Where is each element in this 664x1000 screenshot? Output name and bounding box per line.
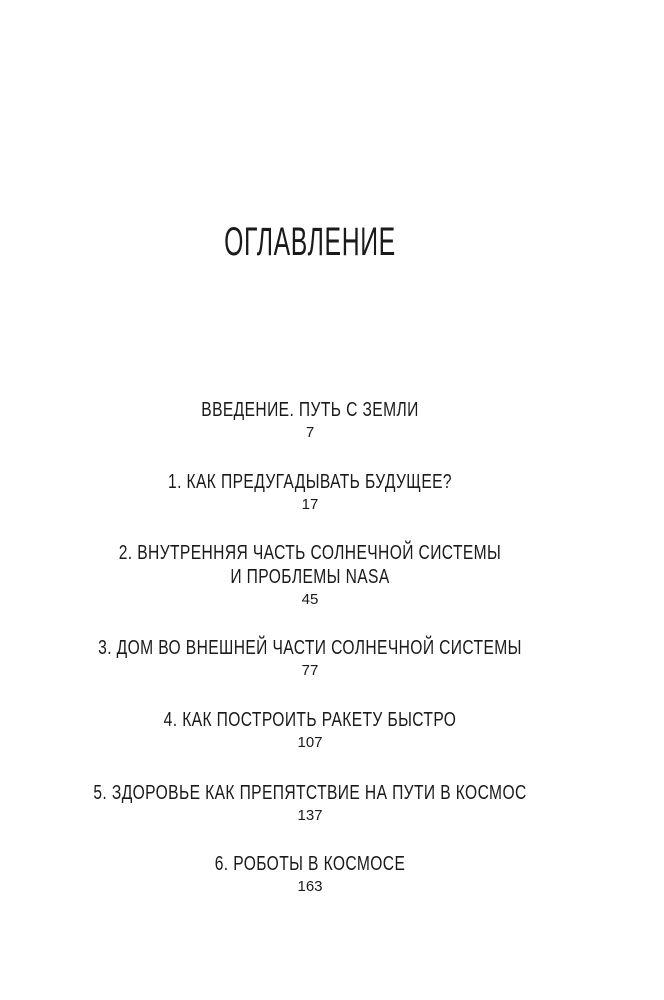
toc-entry-chapter-4[interactable] <box>0 708 620 752</box>
toc-entry-title: 5. ЗДОРОВЬЕ КАК ПРЕПЯТСТВИЕ НА ПУТИ В КОСМОС <box>93 782 527 804</box>
page-title: ОГЛАВЛЕНИЕ <box>224 220 396 264</box>
toc-entry-page-number: 163 <box>297 878 323 895</box>
toc-entry-chapter-6[interactable] <box>0 852 620 896</box>
toc-entry-title: 1. КАК ПРЕДУГАДЫВАТЬ БУДУЩЕЕ? <box>168 471 452 493</box>
toc-entry-chapter-2[interactable] <box>0 541 620 609</box>
toc-entry-chapter-3[interactable] <box>0 636 620 680</box>
toc-entry-page-number: 45 <box>301 591 319 608</box>
toc-entry-title: 3. ДОМ ВО ВНЕШНЕЙ ЧАСТИ СОЛНЕЧНОЙ СИСТЕМЫ <box>98 637 522 659</box>
toc-entry-title: 4. КАК ПОСТРОИТЬ РАКЕТУ БЫСТРО <box>163 709 457 731</box>
toc-entry-title: ВВЕДЕНИЕ. ПУТЬ С ЗЕМЛИ <box>201 399 419 421</box>
toc-entry-page-number: 107 <box>297 734 323 751</box>
toc-entry-intro[interactable] <box>0 398 620 442</box>
toc-entry-title: 6. РОБОТЫ В КОСМОСЕ <box>214 853 406 875</box>
toc-entry-page-number: 137 <box>297 807 323 824</box>
toc-entry-page-number: 17 <box>301 496 319 513</box>
toc-entry-title-continued: И ПРОБЛЕМЫ NASA <box>230 566 390 588</box>
toc-entry-chapter-5[interactable] <box>0 781 620 825</box>
toc-entry-page-number: 77 <box>301 662 319 679</box>
toc-entry-chapter-1[interactable] <box>0 470 620 514</box>
toc-entry-page-number: 7 <box>305 424 315 441</box>
toc-entry-title: 2. ВНУТРЕННЯЯ ЧАСТЬ СОЛНЕЧНОЙ СИСТЕМЫ <box>118 542 502 564</box>
